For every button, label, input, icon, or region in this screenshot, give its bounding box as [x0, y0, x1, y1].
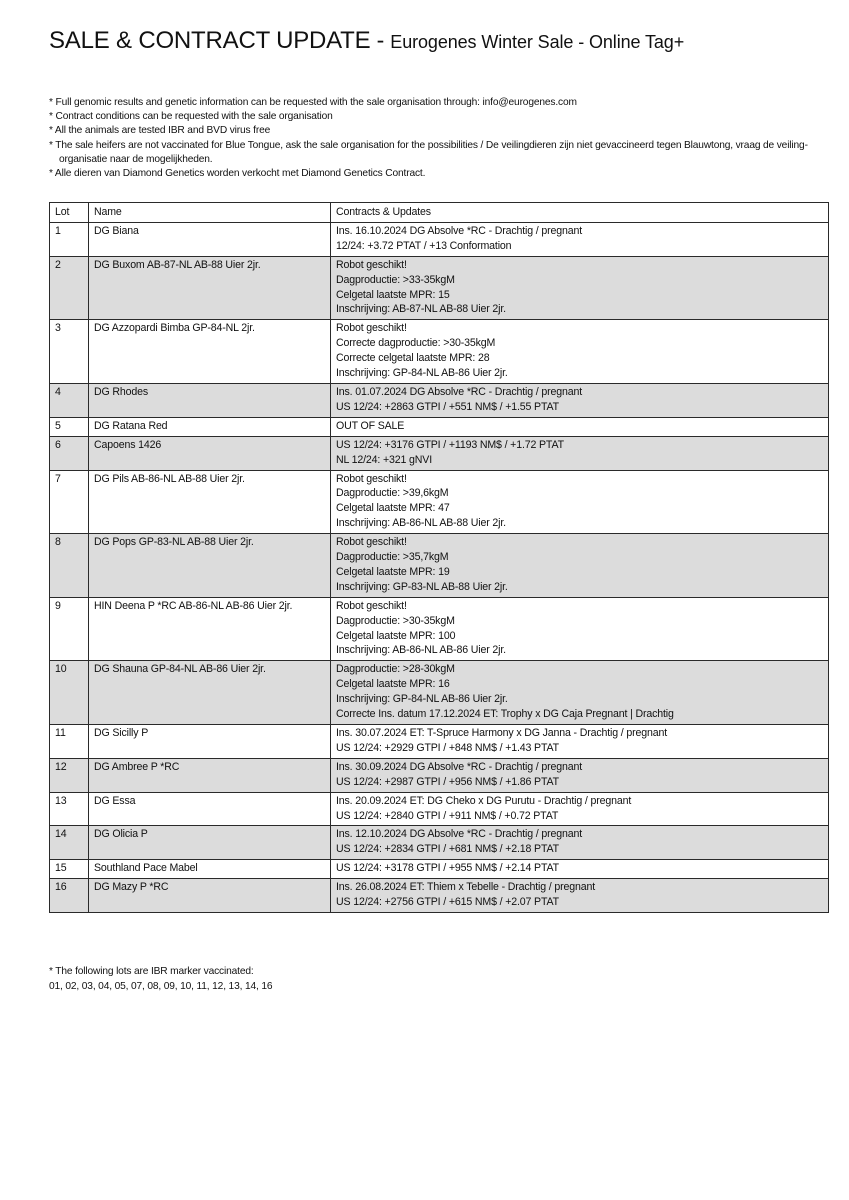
update-line: Inschrijving: GP-84-NL AB-86 Uier 2jr. — [336, 693, 508, 706]
update-line: US 12/24: +3178 GTPI / +955 NM$ / +2.14 PTAT — [336, 862, 559, 875]
update-line: US 12/24: +2929 GTPI / +848 NM$ / +1.43 PTAT — [336, 741, 559, 754]
update-line: Ins. 30.09.2024 DG Absolve *RC - Drachtig / pregnant — [336, 760, 582, 773]
update-line: Dagproductie: >30-35kgM — [336, 614, 455, 627]
table-row — [50, 597, 829, 661]
update-line: Robot geschikt! — [336, 599, 407, 612]
update-line: US 12/24: +2840 GTPI / +911 NM$ / +0.72 PTAT — [336, 809, 559, 822]
lot-number: 8 — [50, 534, 89, 598]
column-header-updates: Contracts & Updates — [331, 203, 829, 223]
lot-updates — [331, 758, 829, 792]
update-line: Robot geschikt! — [336, 472, 407, 485]
lot-name: DG Buxom AB-87-NL AB-88 Uier 2jr. — [89, 256, 331, 320]
update-line: Correcte dagproductie: >30-35kgM — [336, 337, 496, 350]
lot-number: 16 — [50, 879, 89, 913]
table-row — [50, 661, 829, 725]
table-row — [50, 417, 829, 436]
update-line: US 12/24: +3176 GTPI / +1193 NM$ / +1.72 PTAT — [336, 438, 564, 451]
table-row — [50, 470, 829, 534]
lot-updates — [331, 222, 829, 256]
update-line: Celgetal laatste MPR: 100 — [336, 629, 456, 642]
update-line: 12/24: +3.72 PTAT / +13 Conformation — [336, 239, 512, 252]
update-line: Dagproductie: >39,6kgM — [336, 487, 449, 500]
table-row — [50, 534, 829, 598]
update-line: Inschrijving: AB-86-NL AB-88 Uier 2jr. — [336, 517, 506, 530]
lot-name: HIN Deena P *RC AB-86-NL AB-86 Uier 2jr. — [89, 597, 331, 661]
lot-updates — [331, 436, 829, 470]
update-line: US 12/24: +2863 GTPI / +551 NM$ / +1.55 PTAT — [336, 400, 559, 413]
table-row — [50, 792, 829, 826]
lot-name: DG Olicia P — [89, 826, 331, 860]
lot-updates — [331, 256, 829, 320]
note-blue-tongue: * The sale heifers are not vaccinated for Blue Tongue, ask the sale organisation for the possibilities / De veilingdieren zijn niet gevaccineerd tegen Blauwtong, vraag de veiling- — [49, 139, 808, 151]
update-line: Celgetal laatste MPR: 19 — [336, 565, 450, 578]
note-ibr-bvd: * All the animals are tested IBR and BVD virus free — [49, 125, 271, 137]
lot-number: 6 — [50, 436, 89, 470]
lot-number: 4 — [50, 383, 89, 417]
footer-ibr-lots: 01, 02, 03, 04, 05, 07, 08, 09, 10, 11, 12, 13, 14, 16 — [49, 981, 273, 992]
update-line: Ins. 16.10.2024 DG Absolve *RC - Drachtig / pregnant — [336, 224, 582, 237]
lot-number: 14 — [50, 826, 89, 860]
lot-updates — [331, 417, 829, 436]
update-line: Inschrijving: AB-86-NL AB-86 Uier 2jr. — [336, 644, 506, 657]
lot-name: Southland Pace Mabel — [89, 860, 331, 879]
update-line: Celgetal laatste MPR: 15 — [336, 288, 450, 301]
page-title-separator: - — [370, 27, 391, 53]
lot-name: DG Sicilly P — [89, 725, 331, 759]
table-row — [50, 320, 829, 384]
lot-number: 13 — [50, 792, 89, 826]
lot-number: 12 — [50, 758, 89, 792]
footer-note — [49, 964, 649, 994]
lot-number: 9 — [50, 597, 89, 661]
update-line: Robot geschikt! — [336, 258, 407, 271]
update-line: Inschrijving: GP-84-NL AB-86 Uier 2jr. — [336, 367, 508, 380]
update-line: NL 12/24: +321 gNVI — [336, 453, 432, 466]
update-line: Robot geschikt! — [336, 322, 407, 335]
lot-number: 15 — [50, 860, 89, 879]
update-line: Correcte celgetal laatste MPR: 28 — [336, 352, 490, 365]
lot-name: DG Essa — [89, 792, 331, 826]
lots-table — [49, 202, 829, 913]
table-row — [50, 826, 829, 860]
lot-updates — [331, 661, 829, 725]
column-header-lot: Lot — [50, 203, 89, 223]
lot-name: Capoens 1426 — [89, 436, 331, 470]
lot-number: 1 — [50, 222, 89, 256]
note-diamond-genetics: * Alle dieren van Diamond Genetics worden verkocht met Diamond Genetics Contract. — [49, 168, 426, 180]
note-contract-conditions: * Contract conditions can be requested with the sale organisation — [49, 111, 333, 123]
table-row — [50, 860, 829, 879]
table-row — [50, 436, 829, 470]
update-line: Ins. 12.10.2024 DG Absolve *RC - Drachtig / pregnant — [336, 828, 582, 841]
lot-updates — [331, 383, 829, 417]
table-row — [50, 879, 829, 913]
lot-updates — [331, 860, 829, 879]
table-row — [50, 222, 829, 256]
table-row — [50, 383, 829, 417]
table-row — [50, 256, 829, 320]
page-title-main: SALE & CONTRACT UPDATE — [49, 27, 371, 54]
lot-updates — [331, 470, 829, 534]
lot-updates — [331, 826, 829, 860]
update-line: Ins. 20.09.2024 ET: DG Cheko x DG Purutu - Drachtig / pregnant — [336, 794, 632, 807]
update-line: US 12/24: +2987 GTPI / +956 NM$ / +1.86 PTAT — [336, 775, 559, 788]
lot-name: DG Pils AB-86-NL AB-88 Uier 2jr. — [89, 470, 331, 534]
lot-number: 7 — [50, 470, 89, 534]
lot-name: DG Shauna GP-84-NL AB-86 Uier 2jr. — [89, 661, 331, 725]
update-line: Ins. 26.08.2024 ET: Thiem x Tebelle - Drachtig / pregnant — [336, 881, 595, 894]
table-row — [50, 758, 829, 792]
update-line: Dagproductie: >28-30kgM — [336, 663, 455, 676]
lot-updates — [331, 597, 829, 661]
table-body — [50, 222, 829, 912]
lot-name: DG Rhodes — [89, 383, 331, 417]
lot-number: 11 — [50, 725, 89, 759]
lot-name: DG Ambree P *RC — [89, 758, 331, 792]
lot-name: DG Pops GP-83-NL AB-88 Uier 2jr. — [89, 534, 331, 598]
lot-number: 3 — [50, 320, 89, 384]
notes-list — [49, 96, 839, 181]
lot-name: DG Azzopardi Bimba GP-84-NL 2jr. — [89, 320, 331, 384]
lot-name: DG Biana — [89, 222, 331, 256]
column-header-name: Name — [89, 203, 331, 223]
lot-updates — [331, 320, 829, 384]
update-line: Inschrijving: GP-83-NL AB-88 Uier 2jr. — [336, 580, 508, 593]
page-title — [49, 26, 839, 56]
page-title-sub: Eurogenes Winter Sale - Online Tag+ — [390, 32, 685, 52]
update-line: Ins. 01.07.2024 DG Absolve *RC - Drachtig / pregnant — [336, 385, 582, 398]
update-line: Robot geschikt! — [336, 536, 407, 549]
lot-updates — [331, 879, 829, 913]
update-line: Celgetal laatste MPR: 16 — [336, 678, 450, 691]
lot-updates — [331, 725, 829, 759]
update-line: OUT OF SALE — [336, 419, 405, 432]
update-line: US 12/24: +2834 GTPI / +681 NM$ / +2.18 PTAT — [336, 843, 559, 856]
update-line: Dagproductie: >33-35kgM — [336, 273, 455, 286]
lot-number: 5 — [50, 417, 89, 436]
table-header-row — [50, 203, 829, 223]
lot-updates — [331, 792, 829, 826]
update-line: Dagproductie: >35,7kgM — [336, 551, 449, 564]
update-line: US 12/24: +2756 GTPI / +615 NM$ / +2.07 PTAT — [336, 896, 559, 909]
update-line: Celgetal laatste MPR: 47 — [336, 502, 450, 515]
update-line: Ins. 30.07.2024 ET: T-Spruce Harmony x DG Janna - Drachtig / pregnant — [336, 727, 667, 739]
lot-name: DG Ratana Red — [89, 417, 331, 436]
lot-number: 10 — [50, 661, 89, 725]
note-blue-tongue-continued: organisatie naar de mogelijkheden. — [59, 153, 213, 165]
lot-number: 2 — [50, 256, 89, 320]
update-line: Inschrijving: AB-87-NL AB-88 Uier 2jr. — [336, 303, 506, 316]
lot-updates — [331, 534, 829, 598]
note-genomic: * Full genomic results and genetic information can be requested with the sale organisation through: info@eurogenes.com — [49, 97, 577, 108]
update-line: Correcte Ins. datum 17.12.2024 ET: Trophy x DG Caja Pregnant | Drachtig — [336, 708, 674, 721]
footer-ibr-note: * The following lots are IBR marker vaccinated: — [49, 966, 254, 977]
lot-name: DG Mazy P *RC — [89, 879, 331, 913]
table-row — [50, 725, 829, 759]
